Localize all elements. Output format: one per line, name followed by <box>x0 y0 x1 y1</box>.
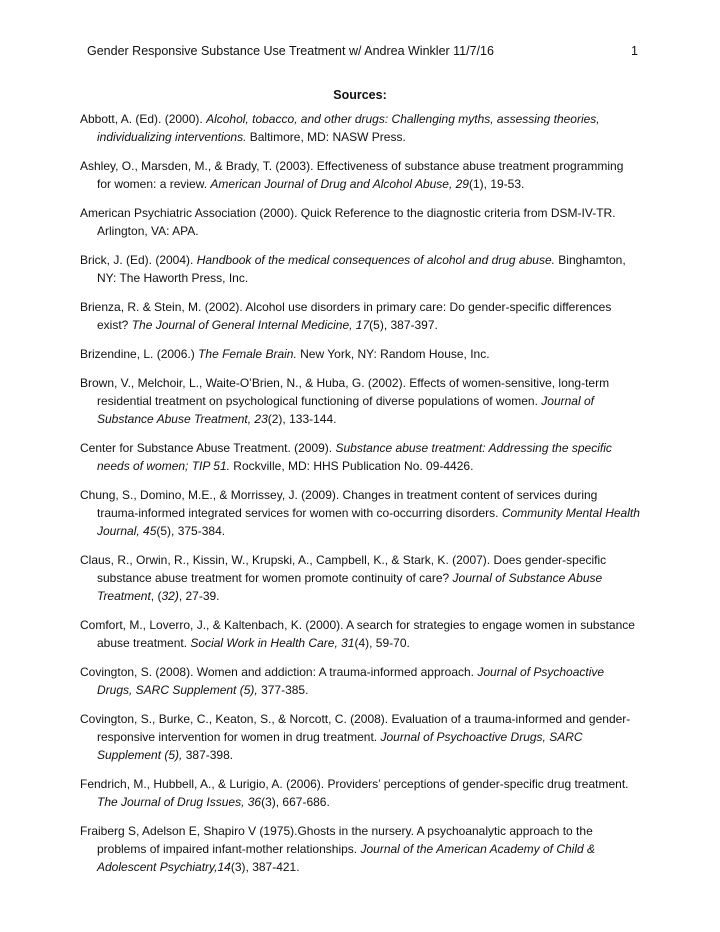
reference-text: Center for Substance Abuse Treatment. (2009). <box>80 441 336 455</box>
reference-italic-text: The Female Brain. <box>198 347 297 361</box>
reference-text: Brienza, R. & Stein, M. (2002). Alcohol use disorders in primary care: Do gender-specific differences exist? <box>80 300 612 332</box>
reference-italic-text: Journal of Substance Abuse Treatment, 23 <box>97 394 594 426</box>
reference-italic-text: Journal of the American Academy of Child & Adolescent Psychiatry,14 <box>97 842 596 874</box>
reference-italic-text: Journal of Psychoactive Drugs, SARC Supplement (5), <box>97 730 583 762</box>
reference-entry <box>80 157 640 193</box>
reference-text: (5), 387-397. <box>369 318 438 332</box>
reference-text: Brizendine, L. (2006.) <box>80 347 199 361</box>
reference-italic-text: Journal of Substance Abuse Treatment <box>97 571 603 603</box>
reference-italic-text: Alcohol, tobacco, and other drugs: Challenging myths, assessing theories, individualizing interventions. <box>97 112 600 144</box>
reference-entry <box>80 551 640 605</box>
reference-italic-text: The Journal of Drug Issues, 36 <box>97 795 262 809</box>
reference-entry <box>80 110 640 146</box>
sources-heading: Sources: <box>333 88 387 102</box>
reference-text: Baltimore, MD: NASW Press. <box>246 130 406 144</box>
reference-entry <box>80 204 640 240</box>
reference-text: American Psychiatric Association (2000). Quick Reference to the diagnostic criteria from DSM-IV-TR. Arlington, VA: APA. <box>80 206 616 238</box>
reference-text: Brick, J. (Ed). (2004). <box>80 253 197 267</box>
reference-entry <box>80 775 640 811</box>
reference-list <box>80 110 640 887</box>
reference-text: New York, NY: Random House, Inc. <box>296 347 490 361</box>
reference-italic-text: Social Work in Health Care, 31 <box>190 636 355 650</box>
reference-text: Brown, V., Melchoir, L., Waite-O’Brien, N., & Huba, G. (2002). Effects of women-sensitive, long-term residential treatment on psychological functioning of diverse populations of women. <box>80 376 610 408</box>
reference-text: Claus, R., Orwin, R., Kissin, W., Krupski, A., Campbell, K., & Stark, K. (2007). Does gender-specific substance abuse treatment for women promote continuity of care? <box>80 553 607 585</box>
reference-text: , ( <box>150 589 162 603</box>
reference-italic-text: Journal of Psychoactive Drugs, SARC Supplement (5), <box>97 665 605 697</box>
reference-entry <box>80 486 640 540</box>
page-number: 1 <box>631 44 638 58</box>
reference-text: , 27-39. <box>178 589 220 603</box>
reference-text: Fendrich, M., Hubbell, A., & Lurigio, A. (2006). Providers’ perceptions of gender-specific drug treatment. <box>80 777 629 791</box>
reference-text: Fraiberg S, Adelson E, Shapiro V (1975).Ghosts in the nursery. A psychoanalytic approach to the problems of impaired infant-mother relationships. <box>80 824 593 856</box>
reference-text: Ashley, O., Marsden, M., & Brady, T. (2003). Effectiveness of substance abuse treatment programming for women: a review. <box>80 159 624 191</box>
reference-text: Covington, S., Burke, C., Keaton, S., & Norcott, C. (2008). Evaluation of a trauma-informed and gender-responsive intervention for women in drug treatment. <box>80 712 631 744</box>
reference-entry <box>80 439 640 475</box>
reference-italic-text: Handbook of the medical consequences of alcohol and drug abuse. <box>196 253 555 267</box>
reference-entry <box>80 822 640 876</box>
reference-text: 377-385. <box>257 683 309 697</box>
reference-italic-text: American Journal of Drug and Alcohol Abuse, 29 <box>210 177 469 191</box>
reference-text: (5), 375-384. <box>156 524 226 538</box>
reference-text: Rockville, MD: HHS Publication No. 09-4426. <box>229 459 474 473</box>
reference-italic-text: 32) <box>161 589 179 603</box>
reference-entry <box>80 298 640 334</box>
reference-entry <box>80 616 640 652</box>
reference-text: (3), 667-686. <box>261 795 330 809</box>
reference-text: Binghamton, NY: The Haworth Press, Inc. <box>97 253 626 285</box>
reference-entry <box>80 251 640 287</box>
reference-text: (2), 133-144. <box>267 412 337 426</box>
reference-text: Abbott, A. (Ed). (2000). <box>80 112 207 126</box>
reference-text: 387-398. <box>182 748 234 762</box>
reference-text: Comfort, M., Loverro, J., & Kaltenbach, K. (2000). A search for strategies to engage women in substance abuse treatment. <box>80 618 635 650</box>
reference-italic-text: Substance abuse treatment: Addressing the specific needs of women; TIP 51. <box>97 441 612 473</box>
reference-text: Covington, S. (2008). Women and addiction: A trauma-informed approach. <box>80 665 478 679</box>
page-header <box>87 43 638 59</box>
reference-text: (3), 387-421. <box>230 860 300 874</box>
reference-text: (1), 19-53. <box>468 177 525 191</box>
reference-entry <box>80 345 640 363</box>
reference-italic-text: The Journal of General Internal Medicine, 17 <box>131 318 370 332</box>
reference-entry <box>80 374 640 428</box>
reference-italic-text: Community Mental Health Journal, 45 <box>97 506 640 538</box>
reference-text: Chung, S., Domino, M.E., & Morrissey, J. (2009). Changes in treatment content of services during trauma-informed integrated services for women with co-occurring disorders. <box>80 488 598 520</box>
reference-text: (4), 59-70. <box>354 636 410 650</box>
header-title: Gender Responsive Substance Use Treatment w/ Andrea Winkler 11/7/16 <box>87 44 494 58</box>
reference-entry <box>80 710 640 764</box>
reference-entry <box>80 663 640 699</box>
